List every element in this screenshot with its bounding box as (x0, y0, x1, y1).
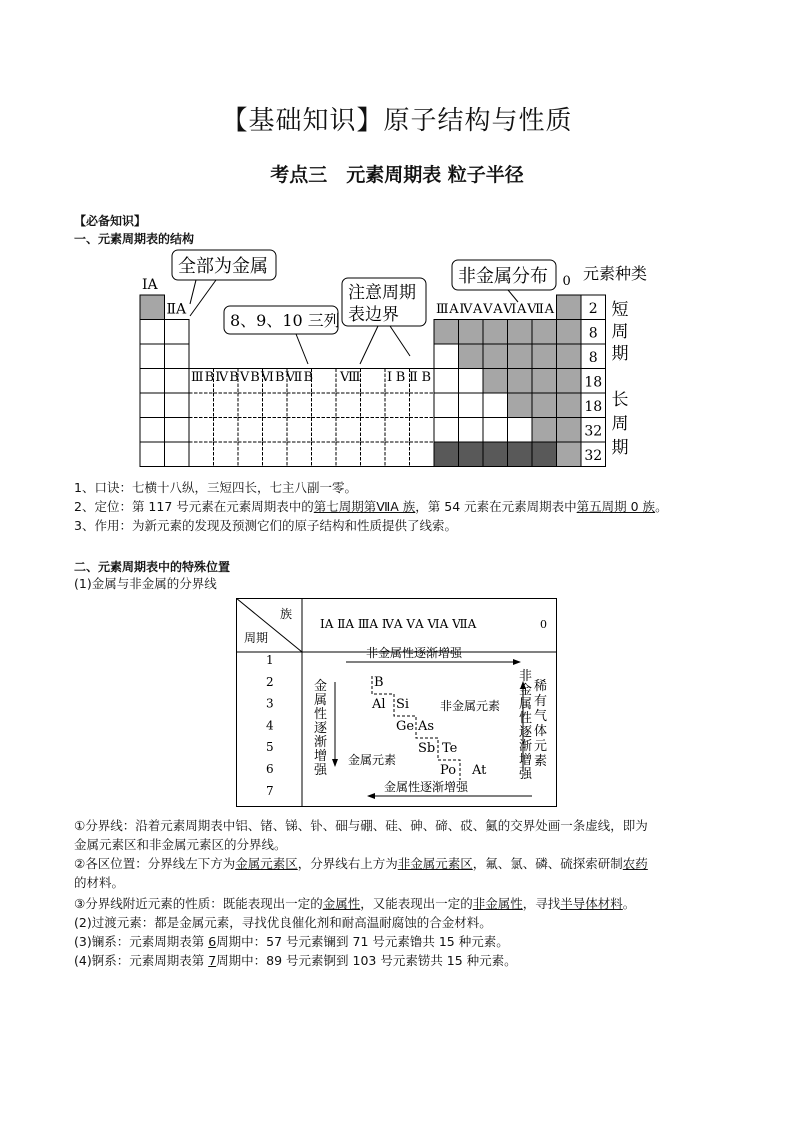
para-transition: (2)过渡元素：都是金属元素，寻找优良催化剂和耐高温耐腐蚀的合金材料。 (74, 915, 492, 930)
pt-cell (483, 418, 508, 443)
pt-cell (385, 393, 410, 418)
pt-cell (557, 393, 582, 418)
pt-cell (140, 442, 165, 467)
pt-cell (532, 418, 557, 443)
metal-nonmetal-boundary-figure (236, 598, 558, 808)
pt-cell (385, 418, 410, 443)
pt-cell (165, 418, 190, 443)
pt-cell (557, 418, 582, 443)
pt-cell (312, 393, 337, 418)
periodic-table-structure-figure (128, 246, 668, 476)
noble-vertical-char: 稀 (534, 679, 548, 694)
period-number: 3 (266, 696, 274, 711)
left-vertical-char: 性 (314, 707, 328, 722)
long-period-char: 期 (611, 438, 629, 458)
right-vertical-char: 性 (519, 711, 533, 726)
period-numbers (266, 653, 274, 798)
callout-cols-pointer (296, 334, 308, 364)
pt-cell (434, 418, 459, 443)
group-label-1A: ⅠA (142, 277, 158, 293)
pt-cell (532, 442, 557, 467)
element-symbol: Te (442, 741, 458, 756)
pt-cell (361, 442, 386, 467)
pt-cell (459, 320, 484, 345)
right-vertical-char: 属 (519, 697, 533, 712)
pt-cell (214, 418, 239, 443)
left-vertical-char: 增 (314, 749, 328, 764)
right-vertical-label (519, 668, 533, 782)
pt-cell (336, 418, 361, 443)
element-symbol: Si (396, 697, 410, 712)
callout-border-pointer (360, 326, 378, 364)
pt-cell (508, 442, 533, 467)
pt-cell (434, 369, 459, 394)
period-number: 5 (266, 740, 274, 755)
corner-period-label: 周期 (244, 631, 269, 645)
group-label-2A: ⅡA (166, 301, 187, 318)
callout-nonmetal-pointer (508, 290, 518, 302)
pt-cell (483, 320, 508, 345)
right-vertical-char: 非 (519, 669, 533, 684)
kinds-value: 18 (584, 374, 603, 391)
page-title: 【基础知识】原子结构与性质 (221, 106, 573, 136)
pt-cell (532, 344, 557, 369)
pt-cell (238, 393, 263, 418)
element-symbol: Po (440, 763, 457, 778)
pt-cell (263, 442, 288, 467)
page-subtitle: 考点三 元素周期表 粒子半径 (270, 164, 524, 186)
callout-cols-text: 8、9、10 三列 (230, 311, 340, 330)
pt-cell (263, 418, 288, 443)
long-period-char: 长 (611, 390, 629, 410)
element-symbol: As (418, 719, 435, 734)
pt-cell (483, 393, 508, 418)
right-vertical-char: 增 (519, 753, 533, 768)
left-vertical-char: 逐 (314, 721, 328, 736)
section1-heading: 一、元素周期表的结构 (74, 232, 195, 246)
bottom-arrow-label: 金属性逐渐增强 (384, 780, 469, 794)
pt-cell (312, 442, 337, 467)
pt-cell (287, 418, 312, 443)
pt-cell (410, 393, 435, 418)
pt-cell (532, 369, 557, 394)
noble-vertical-char: 体 (534, 724, 548, 739)
pt-cell (312, 418, 337, 443)
period-number: 4 (266, 718, 274, 733)
pt-cell (140, 393, 165, 418)
pt-cell (434, 442, 459, 467)
pt-cell (459, 442, 484, 467)
pt-cell (263, 393, 288, 418)
right-vertical-char: 金 (519, 683, 533, 698)
left-vertical-char: 金 (314, 679, 328, 694)
sec1-line3: 3、作用：为新元素的发现及预测它们的原子结构和性质提供了线索。 (74, 518, 457, 533)
pt-cell (434, 393, 459, 418)
section2-heading: 二、元素周期表中的特殊位置 (74, 560, 231, 574)
pt-cell (434, 344, 459, 369)
pt-cell (508, 369, 533, 394)
pt-cell (238, 418, 263, 443)
pt-cell (557, 320, 582, 345)
kinds-value: 18 (584, 399, 603, 415)
pt-cell (508, 344, 533, 369)
pt-cell (140, 320, 165, 345)
group-label-main: ⅢAⅣAⅤAⅥAⅦA (436, 302, 554, 317)
pt-cell (557, 442, 582, 467)
pt-cell (483, 442, 508, 467)
noble-vertical-char: 有 (534, 694, 548, 709)
pt-cell (410, 442, 435, 467)
pt-cell (214, 442, 239, 467)
top-arrow-label: 非金属性逐渐增强 (366, 646, 463, 660)
groups-header: ⅠA ⅡA ⅢA ⅣA ⅤA ⅥA ⅦA (320, 617, 477, 631)
kinds-value: 8 (588, 325, 598, 342)
pt-cell (140, 369, 165, 394)
pt-cell (165, 320, 190, 345)
para-regions-line2: 的材料。 (74, 875, 125, 890)
must-know-heading: 【必备知识】 (74, 214, 147, 228)
pt-cell (214, 393, 239, 418)
metal-region-label: 金属元素 (348, 753, 397, 767)
pt-cell (312, 369, 337, 394)
pt-cell (459, 344, 484, 369)
para-boundary-line1: ①分界线：沿着元素周期表中铝、锗、锑、钋、鿬与硼、硅、砷、碲、砹、鿫的交界处画一条虚线，即为 (74, 818, 648, 833)
noble-vertical-char: 气 (534, 709, 548, 724)
noble-gas-vertical-label (534, 678, 547, 769)
pt-cell (483, 369, 508, 394)
pt-cell (165, 442, 190, 467)
element-symbol: Sb (418, 741, 436, 756)
pt-cell (287, 393, 312, 418)
left-vertical-char: 渐 (314, 735, 328, 750)
pt-cell (532, 320, 557, 345)
pt-cell (508, 418, 533, 443)
sec1-line1: 1、口诀：七横十八纵，三短四长，七主八副一零。 (74, 480, 357, 495)
callout-border-line1: 注意周期 (348, 283, 416, 303)
kinds-value: 8 (588, 350, 598, 366)
sec2-item1: (1)金属与非金属的分界线 (74, 576, 217, 591)
long-period-char: 周 (611, 414, 629, 434)
left-vertical-char: 属 (314, 693, 328, 708)
para-properties: ③分界线附近元素的性质：既能表现出一定的金属性，又能表现出一定的非金属性，寻找半导体材料。 (74, 896, 636, 911)
pt-cell (336, 442, 361, 467)
pt-cell (165, 369, 190, 394)
group-label-8: Ⅷ (340, 370, 361, 385)
pt-cell (189, 442, 214, 467)
kinds-value: 2 (588, 301, 598, 317)
pt-cell (165, 393, 190, 418)
callout-all-metal-pointer2 (190, 280, 216, 316)
right-vertical-char: 强 (519, 767, 533, 782)
callout-all-metal-text: 全部为金属 (178, 256, 268, 277)
pt-cell (410, 418, 435, 443)
para-regions-line1: ②各区位置：分界线左下方为金属元素区，分界线右上方为非金属元素区，氟、氯、磷、硫探索研制农药 (74, 856, 648, 871)
period-number: 1 (266, 653, 274, 667)
pt-cell (459, 369, 484, 394)
element-symbol: At (472, 763, 487, 778)
period-number: 6 (266, 762, 274, 776)
pt-cell (189, 393, 214, 418)
pt-cell (483, 344, 508, 369)
pt-cell (459, 418, 484, 443)
pt-cell (557, 344, 582, 369)
short-period-char: 周 (611, 322, 629, 342)
element-symbol: Al (372, 697, 386, 712)
right-vertical-char: 渐 (519, 739, 533, 754)
kinds-value: 32 (584, 423, 603, 440)
pt-cell (165, 344, 190, 369)
callout-all-metal-pointer (190, 280, 196, 304)
period-number: 7 (266, 783, 274, 798)
pt-cell (532, 393, 557, 418)
pt-cell (508, 320, 533, 345)
para-lanthanides: (3)镧系：元素周期表第 6周期中：57 号元素镧到 71 号元素镥共 15 种元素。 (74, 934, 509, 949)
nonmetal-region-label: 非金属元素 (440, 699, 501, 713)
left-vertical-label (314, 678, 328, 778)
element-symbol: Ge (396, 719, 415, 734)
pt-cell (140, 344, 165, 369)
short-period-char: 短 (611, 300, 629, 320)
pt-cell (459, 393, 484, 418)
group-label-0: 0 (562, 274, 571, 289)
zero-group-header: 0 (540, 618, 547, 631)
pt-cell (238, 442, 263, 467)
callout-border-line2: 表边界 (348, 305, 399, 325)
pt-cell (361, 393, 386, 418)
corner-group-label: 族 (280, 607, 293, 621)
pt-cell (189, 418, 214, 443)
pt-cell (557, 369, 582, 394)
pt-cell (557, 295, 582, 320)
right-vertical-char: 逐 (519, 725, 533, 740)
kinds-header: 元素种类 (583, 264, 648, 283)
pt-cell (140, 295, 165, 320)
pt-cell (361, 418, 386, 443)
callout-nonmetal-text: 非金属分布 (458, 266, 548, 287)
pt-cell (336, 393, 361, 418)
callout-border-pointer2 (390, 326, 410, 356)
para-boundary-line2: 金属元素区和非金属元素区的分界线。 (74, 837, 287, 852)
noble-vertical-char: 元 (534, 739, 548, 754)
group-label-3B-7B: ⅢBⅣBⅤBⅥBⅦB (191, 370, 313, 385)
pt-cell (287, 442, 312, 467)
pt-cell (140, 418, 165, 443)
pt-cell (434, 320, 459, 345)
pt-cell (385, 442, 410, 467)
element-symbol: B (374, 675, 384, 690)
kinds-value: 32 (584, 448, 603, 464)
group-label-1B-2B: ⅠBⅡB (387, 370, 431, 385)
period-number: 2 (266, 674, 274, 689)
pt-cell (361, 369, 386, 394)
para-actinides: (4)锕系：元素周期表第 7周期中：89 号元素锕到 103 号元素铹共 15 种元素。 (74, 953, 517, 968)
noble-vertical-char: 素 (534, 754, 548, 769)
left-vertical-char: 强 (314, 763, 328, 778)
pt-cell (508, 393, 533, 418)
short-period-char: 期 (611, 344, 629, 364)
sec1-line2: 2、定位：第 117 号元素在元素周期表中的第七周期第ⅦA 族，第 54 元素在元素周期表中第五周期 0 族。 (74, 499, 668, 514)
